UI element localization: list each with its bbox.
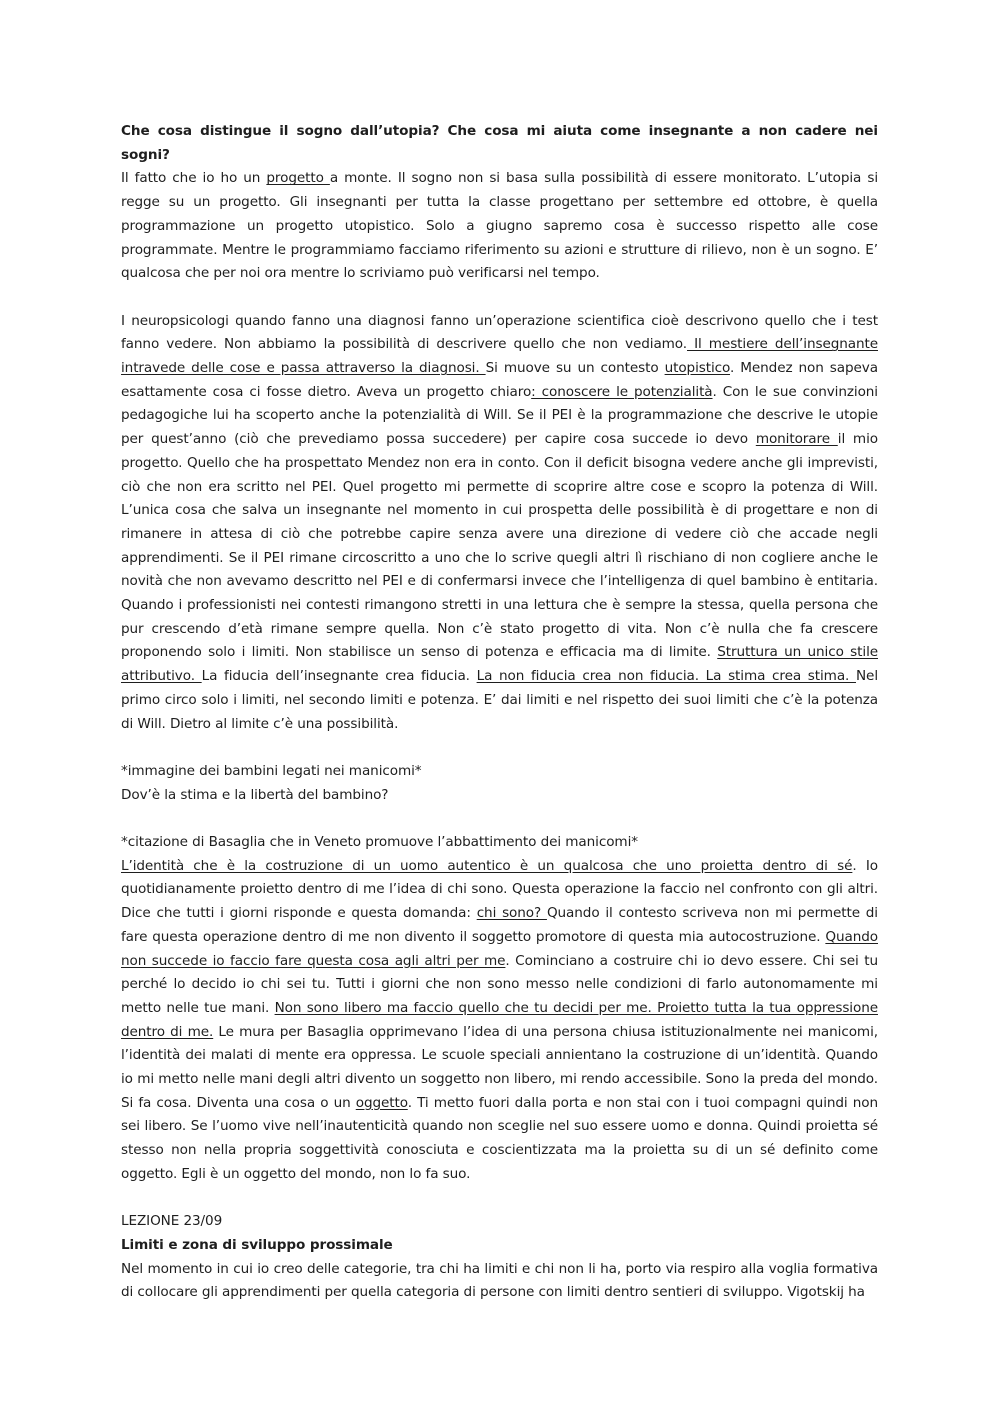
paragraph-sogno-utopia: Il fatto che io ho un progetto a monte. Il sogno non si basa sulla possibilità di essere monitorato. L’utopia si regge su un progetto. Gli insegnanti per tutta la classe progettano per settembre ed ottobre, è quella programmazione un progetto utopistico. Solo a giugno sapremo cosa è successo rispetto alle cose programmate. Mentre le programmiamo facciamo riferimento su azioni e strutture di rilievo, non è un sogno. E’ qualcosa che per noi ora mentre lo scriviamo può verificarsi nel tempo. (121, 170, 878, 282)
underlined-phrase: Struttura un unico stile attributivo. (121, 644, 879, 685)
lesson-date: LEZIONE 23/09 (121, 1213, 223, 1230)
underlined-phrase: chi sono? (476, 905, 547, 922)
paragraph-neuropsicologi: I neuropsicologi quando fanno una diagnosi fanno un’operazione scientifica cioè descrivono quello che i test fanno vedere. Non abbiamo la possibilità di descrivere quello che non vediamo. Il mestiere dell’insegnante intravede delle cose e passa attraverso la diagnosi. Si muove su un contesto utopistico. Mendez non sapeva esattamente cosa ci fosse dietro. Aveva un progetto chiaro: conoscere le potenzialità. Con le sue convinzioni pedagogiche lui ha scoperto anche la potenzialità di Will. Se il PEI è la programmazione che descrive le utopie per quest’anno (ciò che prevediamo possa succedere) per capire cosa succede io devo monitorare il mio progetto. Quello che ha prospettato Mendez non era in conto. Con il deficit bisogna vedere anche gli imprevisti, ciò che non era scritto nel PEI. Quel progetto mi permette di scoprire altre cose e scopro la potenza di Will. L’unica cosa che salva un insegnante nel momento in cui prospetta delle possibilità è di progettare e non di rimanere in attesa di ciò che potrebbe capire senza avere una direzione di vedere ciò che accade negli apprendimenti. Se il PEI rimane circoscritto a uno che lo scrive quegli altri lì rischiano di non cogliere anche le novità che non avevamo descritto nel PEI e di confermarsi invece che l’intelligenza di quel bambino è entitaria. Quando i professionisti nei contesti rimangono stretti in una lettura che è sempre la stessa, quella persona che pur crescendo d’età rimane sempre quella. Non c’è stato progetto di vita. Non c’è nulla che fa crescere proponendo solo i limiti. Non stabilisce un senso di potenza e efficacia ma di limite. Struttura un unico stile attributivo. La fiducia dell’insegnante crea fiducia. La non fiducia crea non fiducia. La stima crea stima. Nel primo circo solo i limiti, nel secondo limiti e potenza. E’ dai limiti e nel rispetto dei suoi limiti che c’è la potenza di Will. Dietro al limite c’è una possibilità. (121, 312, 879, 732)
underlined-phrase: Non sono libero ma faccio quello che tu decidi per me. Proietto tutta la tua oppressione dentro di me. (121, 999, 878, 1040)
citation-note: *citazione di Basaglia che in Veneto promuove l’abbattimento dei manicomi* (121, 834, 638, 851)
section-heading: Limiti e zona di sviluppo prossimale (121, 1236, 393, 1253)
underlined-phrase: L’identità che è la costruzione di un uomo autentico è un qualcosa che uno proietta dentro di sé (121, 857, 853, 874)
image-note: *immagine dei bambini legati nei manicomi* (121, 762, 422, 779)
document-page (121, 120, 878, 1305)
underlined-phrase: : conoscere le potenzialità (531, 383, 713, 400)
underlined-phrase: Il mestiere dell’insegnante intravede delle cose e passa attraverso la diagnosi. (121, 336, 878, 377)
underlined-term: utopistico (664, 360, 731, 377)
underlined-term: oggetto (355, 1094, 408, 1111)
paragraph-identita: L’identità che è la costruzione di un uomo autentico è un qualcosa che uno proietta dentro di sé. Io quotidianamente proietto dentro di me l’idea di chi sono. Questa operazione la faccio nel confronto con gli altri. Dice che tutti i giorni risponde e questa domanda: chi sono? Quando il contesto scriveva non mi permette di fare questa operazione dentro di me non divento il soggetto promotore di questa mia autocostruzione. Quando non succede io faccio fare questa cosa agli altri per me. Cominciano a costruire chi io devo essere. Chi sei tu perché lo decido io chi sei tu. Tutti i giorni che non sono messo nelle condizioni di farlo autonomamente mi metto nelle tue mani. Non sono libero ma faccio quello che tu decidi per me. Proietto tutta la tua oppressione dentro di me. Le mura per Basaglia opprimevano l’idea di una persona chiusa istituzionalmente nei manicomi, l’identità dei malati di mente era oppressa. Le scuole speciali annientano la costruzione di un’identità. Quando io mi metto nelle mani degli altri divento un soggetto non libero, mi rendo accessibile. Sono la preda del mondo. Si fa cosa. Diventa una cosa o un oggetto. Ti metto fuori dalla porta e non stai con i tuoi compagni quindi non sei libero. Se l’uomo vive nell’inautenticità quando non sceglie nel suo essere uomo e donna. Quindi proietta sé stesso non nella propria soggettività conosciuta e coscientizzata ma la proietta su di un sé definito come oggetto. Egli è un oggetto del mondo, non lo fa suo. (121, 857, 878, 1182)
underlined-term: progetto (266, 170, 330, 187)
question-line: Dov’è la stima e la libertà del bambino? (121, 786, 389, 803)
question-heading: Che cosa distingue il sogno dall’utopia? Che cosa mi aiuta come insegnante a non cadere nei sogni? (121, 123, 878, 163)
underlined-phrase: Quando non succede io faccio fare questa cosa agli altri per me (121, 928, 878, 969)
paragraph-limiti: Nel momento in cui io creo delle categorie, tra chi ha limiti e chi non li ha, porto via respiro alla voglia formativa di collocare gli apprendimenti per quella categoria di persone con limiti dentro sentieri di sviluppo. Vigotskij ha (121, 1260, 878, 1301)
underlined-term: monitorare (755, 431, 838, 448)
underlined-phrase: La non fiducia crea non fiducia. La stima crea stima. (476, 668, 856, 685)
